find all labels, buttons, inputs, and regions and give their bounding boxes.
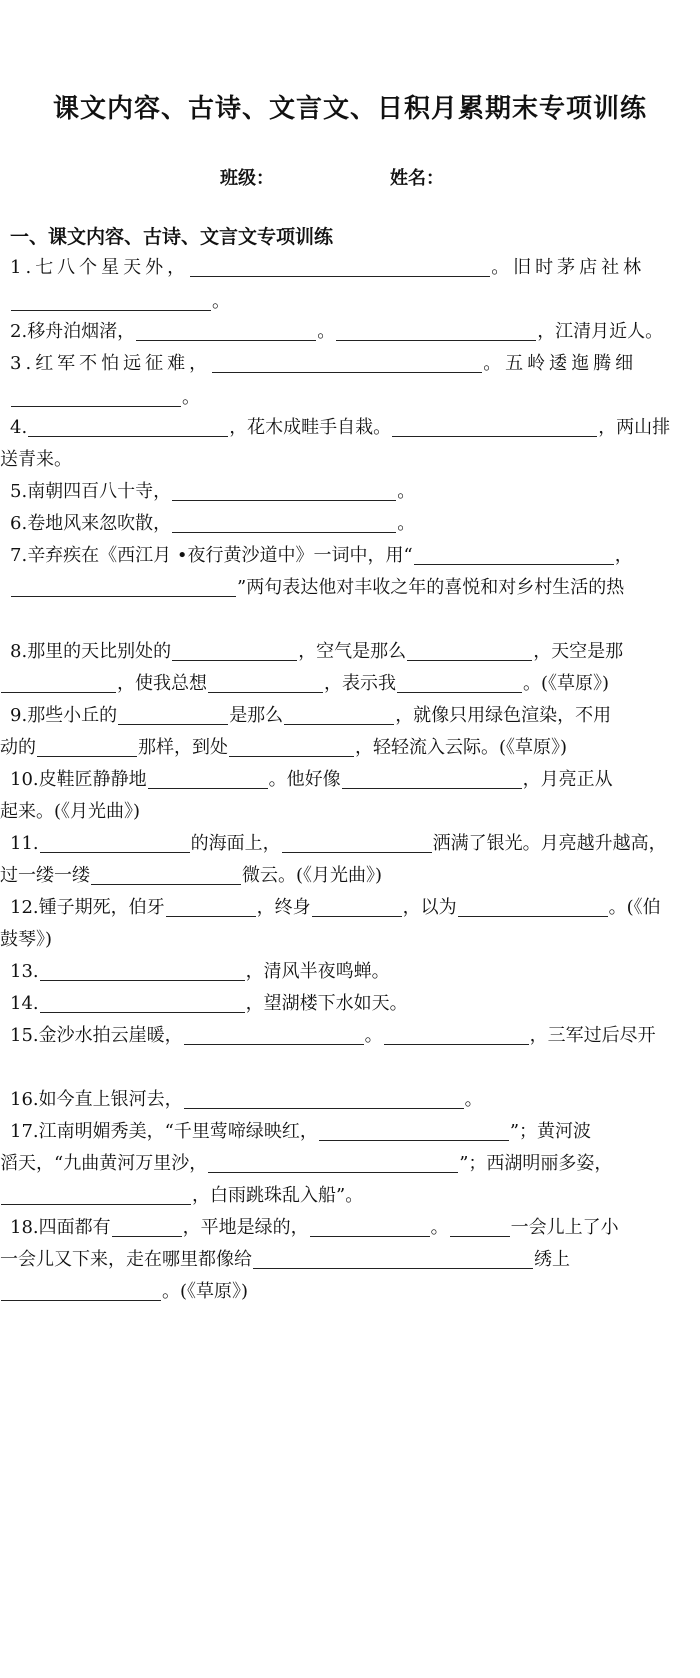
question-18: 18.四面都有 ，平地是绿的， 。 一会儿上了小	[10, 1217, 619, 1238]
question-18-cont: 一会儿又下来，走在哪里都像给 绣上	[0, 1249, 570, 1270]
answer-blank[interactable]	[1, 1186, 191, 1205]
question-12: 12.锺子期死，伯牙 ，终身 ，以为 。(《伯	[10, 897, 661, 918]
question-3-cont: 。	[10, 386, 200, 410]
question-18-cont-2: 。(《草原》)	[0, 1280, 248, 1304]
question-1: 1.七八个星天外， 。旧时茅店社林	[10, 257, 646, 278]
question-6: 6.卷地风来忽吹散， 。	[10, 513, 416, 534]
answer-blank[interactable]	[40, 962, 245, 981]
answer-blank[interactable]	[342, 770, 522, 789]
answer-blank[interactable]	[212, 354, 482, 373]
answer-blank[interactable]	[407, 642, 532, 661]
answer-blank[interactable]	[28, 418, 228, 437]
question-14: 14. ，望湖楼下水如天。	[10, 993, 408, 1014]
question-10-cont: 起来。(《月光曲》)	[0, 801, 141, 822]
question-12-cont: 鼓琴》)	[0, 929, 53, 950]
answer-blank[interactable]	[253, 1250, 533, 1269]
question-9: 9.那些小丘的 是那么 ，就像只用绿色渲染，不用	[10, 705, 612, 726]
question-17-cont: 滔天，“九曲黄河万里沙， ”；西湖明丽多姿，	[0, 1153, 613, 1174]
question-7: 7.辛弃疾在《西江月 •夜行黄沙道中》一词中，用“ ，	[10, 545, 633, 566]
question-8: 8.那里的天比别处的 ，空气是那么 ，天空是那	[10, 641, 624, 662]
answer-blank[interactable]	[397, 674, 522, 693]
question-16: 16.如今直上银河去， 。	[10, 1089, 483, 1110]
answer-blank[interactable]	[37, 738, 137, 757]
answer-blank[interactable]	[184, 1026, 364, 1045]
answer-blank[interactable]	[172, 482, 396, 501]
question-1-cont: 。	[10, 290, 230, 314]
answer-blank[interactable]	[11, 388, 181, 407]
question-4-cont: 送青来。	[0, 449, 72, 470]
question-4: 4. ，花木成畦手自栽。 ，两山排	[10, 417, 671, 438]
question-7-cont: ”两句表达他对丰收之年的喜悦和对乡村生活的热	[10, 576, 624, 600]
question-17-cont-2: ，白雨跳珠乱入船”。	[0, 1184, 363, 1208]
answer-blank[interactable]	[184, 1090, 464, 1109]
question-3: 3.红军不怕远征难， 。五岭逶迤腾细	[10, 353, 638, 374]
question-5: 5.南朝四百八十寺， 。	[10, 481, 416, 502]
answer-blank[interactable]	[208, 1154, 458, 1173]
name-label: 姓名：	[390, 168, 444, 189]
question-13: 13. ，清风半夜鸣蝉。	[10, 961, 390, 982]
class-label: 班级：	[220, 168, 274, 189]
answer-blank[interactable]	[336, 322, 536, 341]
answer-blank[interactable]	[392, 418, 597, 437]
answer-blank[interactable]	[190, 258, 490, 277]
answer-blank[interactable]	[229, 738, 354, 757]
answer-blank[interactable]	[172, 642, 297, 661]
answer-blank[interactable]	[40, 994, 245, 1013]
answer-blank[interactable]	[312, 898, 402, 917]
answer-blank[interactable]	[458, 898, 608, 917]
answer-blank[interactable]	[282, 834, 432, 853]
answer-blank[interactable]	[40, 834, 190, 853]
answer-blank[interactable]	[414, 546, 614, 565]
section-heading: 一、课文内容、古诗、文言文专项训练	[10, 226, 334, 248]
page-title: 课文内容、古诗、文言文、日积月累期末专项训练	[52, 94, 647, 124]
answer-blank[interactable]	[384, 1026, 529, 1045]
answer-blank[interactable]	[118, 706, 228, 725]
answer-blank[interactable]	[136, 322, 316, 341]
answer-blank[interactable]	[172, 514, 396, 533]
answer-blank[interactable]	[11, 578, 236, 597]
answer-blank[interactable]	[208, 674, 323, 693]
question-10: 10.皮鞋匠静静地 。他好像 ，月亮正从	[10, 769, 613, 790]
question-8-cont: ，使我总想 ，表示我 。(《草原》)	[0, 672, 609, 696]
answer-blank[interactable]	[91, 866, 241, 885]
answer-blank[interactable]	[450, 1218, 510, 1237]
question-11: 11. 的海面上， 洒满了银光。月亮越升越高，	[10, 833, 667, 854]
question-9-cont: 动的 那样，到处 ，轻轻流入云际。(《草原》)	[0, 737, 568, 758]
answer-blank[interactable]	[284, 706, 394, 725]
question-11-cont: 过一缕一缕 微云。(《月光曲》)	[0, 865, 383, 886]
answer-blank[interactable]	[310, 1218, 430, 1237]
question-2: 2.移舟泊烟渚， 。 ，江清月近人。	[10, 321, 664, 342]
answer-blank[interactable]	[112, 1218, 182, 1237]
answer-blank[interactable]	[319, 1122, 509, 1141]
answer-blank[interactable]	[1, 1282, 161, 1301]
answer-blank[interactable]	[11, 292, 211, 311]
question-15: 15.金沙水拍云崖暖， 。 ，三军过后尽开	[10, 1025, 656, 1046]
question-17: 17.江南明媚秀美，“千里莺啼绿映红， ”；黄河波	[10, 1121, 592, 1142]
answer-blank[interactable]	[148, 770, 268, 789]
answer-blank[interactable]	[1, 674, 116, 693]
answer-blank[interactable]	[166, 898, 256, 917]
